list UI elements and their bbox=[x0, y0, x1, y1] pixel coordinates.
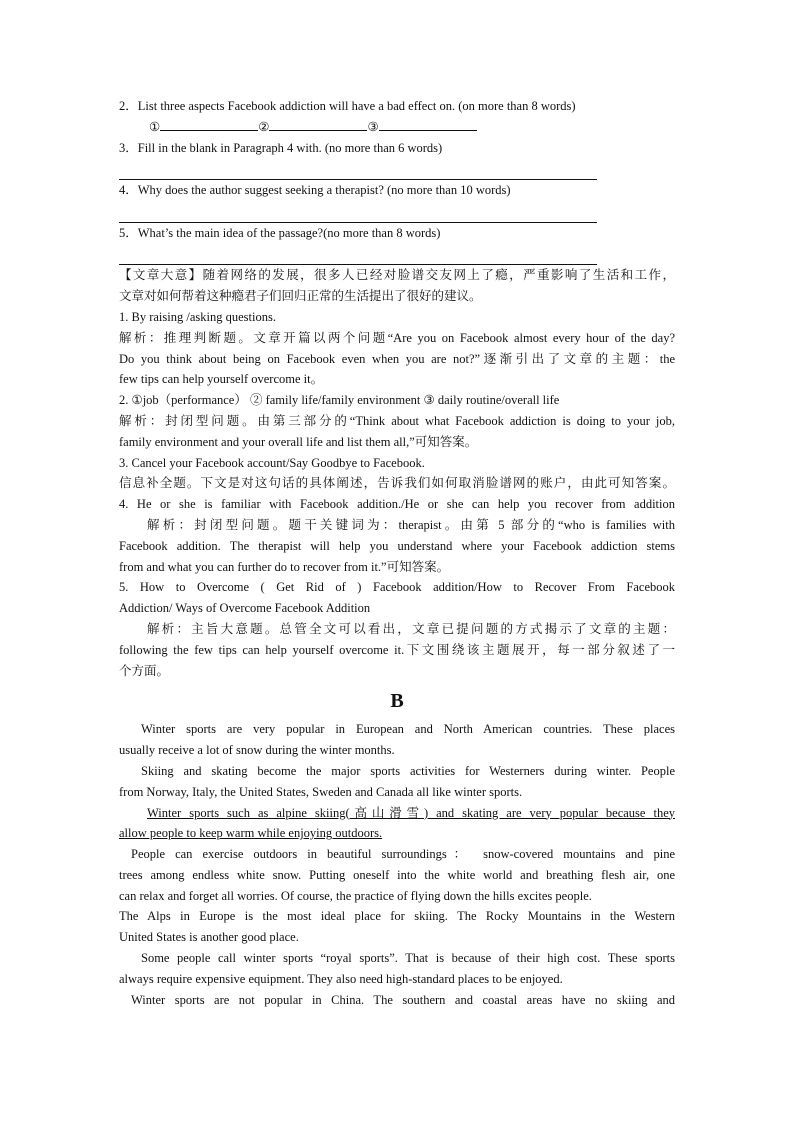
answer-4-explanation-3: from and what you can further do to recover from it.”可知答案。 bbox=[119, 559, 450, 574]
passage-b-p4-line-1: People can exercise outdoors in beautiful surroundings： snow-covered mountains and pine bbox=[131, 847, 675, 862]
passage-b-p3-line-2-wrap bbox=[119, 823, 675, 844]
answer-1: 1. By raising /asking questions. bbox=[119, 309, 276, 324]
passage-b-p3-line-1: Winter sports such as alpine skiing(高山滑雪) and skating are very popular because they bbox=[147, 805, 675, 820]
passage-b-p4-line-2: trees among endless white snow. Putting oneself into the white world and breathing flesh air, one bbox=[119, 867, 675, 882]
passage-b-p6-line-1: Some people call winter sports “royal sports”. That is because of their high cost. These sports bbox=[141, 951, 675, 966]
answer-line-5[interactable] bbox=[119, 244, 597, 266]
answer-blank-2[interactable] bbox=[269, 117, 367, 131]
answer-3-explanation-1: 信息补全题。下文是对这句话的具体阐述，告诉我们如何取消脸谱网的账户，由此可知答案。 bbox=[119, 476, 675, 491]
answer-5-explanation-2: following the few tips can help yourself overcome it.下文围绕该主题展开，每一部分叙述了一 bbox=[119, 642, 675, 657]
question-3: 3．Fill in the blank in Paragraph 4 with. (no more than 6 words) bbox=[119, 140, 443, 155]
passage-b-p2-line-2: from Norway, Italy, the United States, Sweden and Canada all like winter sports. bbox=[119, 784, 523, 799]
answer-4-explanation-2: Facebook addition. The therapist will help you understand where your Facebook addiction stems bbox=[119, 538, 675, 553]
answer-4-explanation-1: 解析：封闭型问题。题干关键词为：therapist。由第 5 部分的“who is families with bbox=[147, 517, 675, 532]
passage-b-p1-line-1: Winter sports are very popular in European and North American countries. These places bbox=[141, 722, 675, 737]
answer-5-explanation-3: 个方面。 bbox=[119, 663, 170, 678]
answer-5-explanation-1: 解析：主旨大意题。总管全文可以看出，文章已提问题的方式揭示了文章的主题： bbox=[147, 621, 675, 636]
answer-5-line-2: Addiction/ Ways of Overcome Facebook Addition bbox=[119, 601, 371, 616]
passage-b-p4-line-3: can relax and forget all worries. Of course, the practice of flying down the hills excites people. bbox=[119, 888, 592, 903]
question-2: 2．List three aspects Facebook addiction will have a bad effect on. (on more than 8 words) bbox=[119, 99, 576, 113]
answer-blank-1[interactable] bbox=[160, 117, 258, 131]
blank-mark-1: ① bbox=[149, 119, 161, 134]
answer-5-line-1: 5. How to Overcome ( Get Rid of ) Facebook addition/How to Recover From Facebook bbox=[119, 580, 675, 595]
answer-line-3[interactable] bbox=[119, 158, 597, 180]
passage-b-p3-line-2: allow people to keep warm while enjoying outdoors. bbox=[119, 826, 383, 841]
answer-blank-3[interactable] bbox=[379, 117, 477, 131]
summary-line-1: 【文章大意】随着网络的发展，很多人已经对脸谱交友网上了瘾，严重影响了生活和工作， bbox=[119, 268, 675, 283]
answer-1-explanation-1: 解析：推理判断题。文章开篇以两个问题“Are you on Facebook almost every hour of the day? bbox=[119, 330, 675, 345]
section-b-heading: B bbox=[390, 690, 404, 713]
passage-b-p1-line-2: usually receive a lot of snow during the winter months. bbox=[119, 743, 395, 758]
answer-4: 4. He or she is familiar with Facebook addition./He or she can help you recover from addition bbox=[119, 497, 675, 512]
blank-mark-3: ③ bbox=[367, 119, 379, 134]
passage-b-p6-line-2: always require expensive equipment. They also need high-standard places to be enjoyed. bbox=[119, 971, 563, 986]
answer-1-explanation-2: Do you think about being on Facebook even when you are not?”逐渐引出了文章的主题：the bbox=[119, 351, 675, 366]
answer-line-4[interactable] bbox=[119, 201, 597, 223]
answer-2-explanation-1: 解析：封闭型问题。由第三部分的“Think about what Facebook addiction is doing to your job, bbox=[119, 413, 675, 428]
passage-b-p5-line-2: United States is another good place. bbox=[119, 930, 299, 945]
answer-1-explanation-3: few tips can help yourself overcome it。 bbox=[119, 372, 324, 387]
answer-3: 3. Cancel your Facebook account/Say Goodbye to Facebook. bbox=[119, 455, 425, 470]
question-4: 4．Why does the author suggest seeking a therapist? (no more than 10 words) bbox=[119, 183, 511, 198]
answer-2: 2. ①job（performance） ② family life/family environment ③ daily routine/overall life bbox=[119, 393, 560, 408]
answer-2-explanation-2: family environment and your overall life and list them all,”可知答案。 bbox=[119, 434, 478, 449]
passage-b-p5-line-1: The Alps in Europe is the most ideal place for skiing. The Rocky Mountains in the Western bbox=[119, 909, 675, 924]
question-2-blanks bbox=[119, 117, 675, 138]
question-5: 5．What’s the main idea of the passage?(no more than 8 words) bbox=[119, 225, 441, 240]
blank-mark-2: ② bbox=[258, 119, 270, 134]
passage-b-p7-line-1: Winter sports are not popular in China. The southern and coastal areas have no skiing and bbox=[131, 992, 675, 1007]
summary-line-2: 文章对如何帮着这种瘾君子们回归正常的生活提出了很好的建议。 bbox=[119, 289, 482, 304]
passage-b-p2-line-1: Skiing and skating become the major sports activities for Westerners during winter. People bbox=[141, 763, 675, 778]
document-page bbox=[119, 96, 675, 1010]
